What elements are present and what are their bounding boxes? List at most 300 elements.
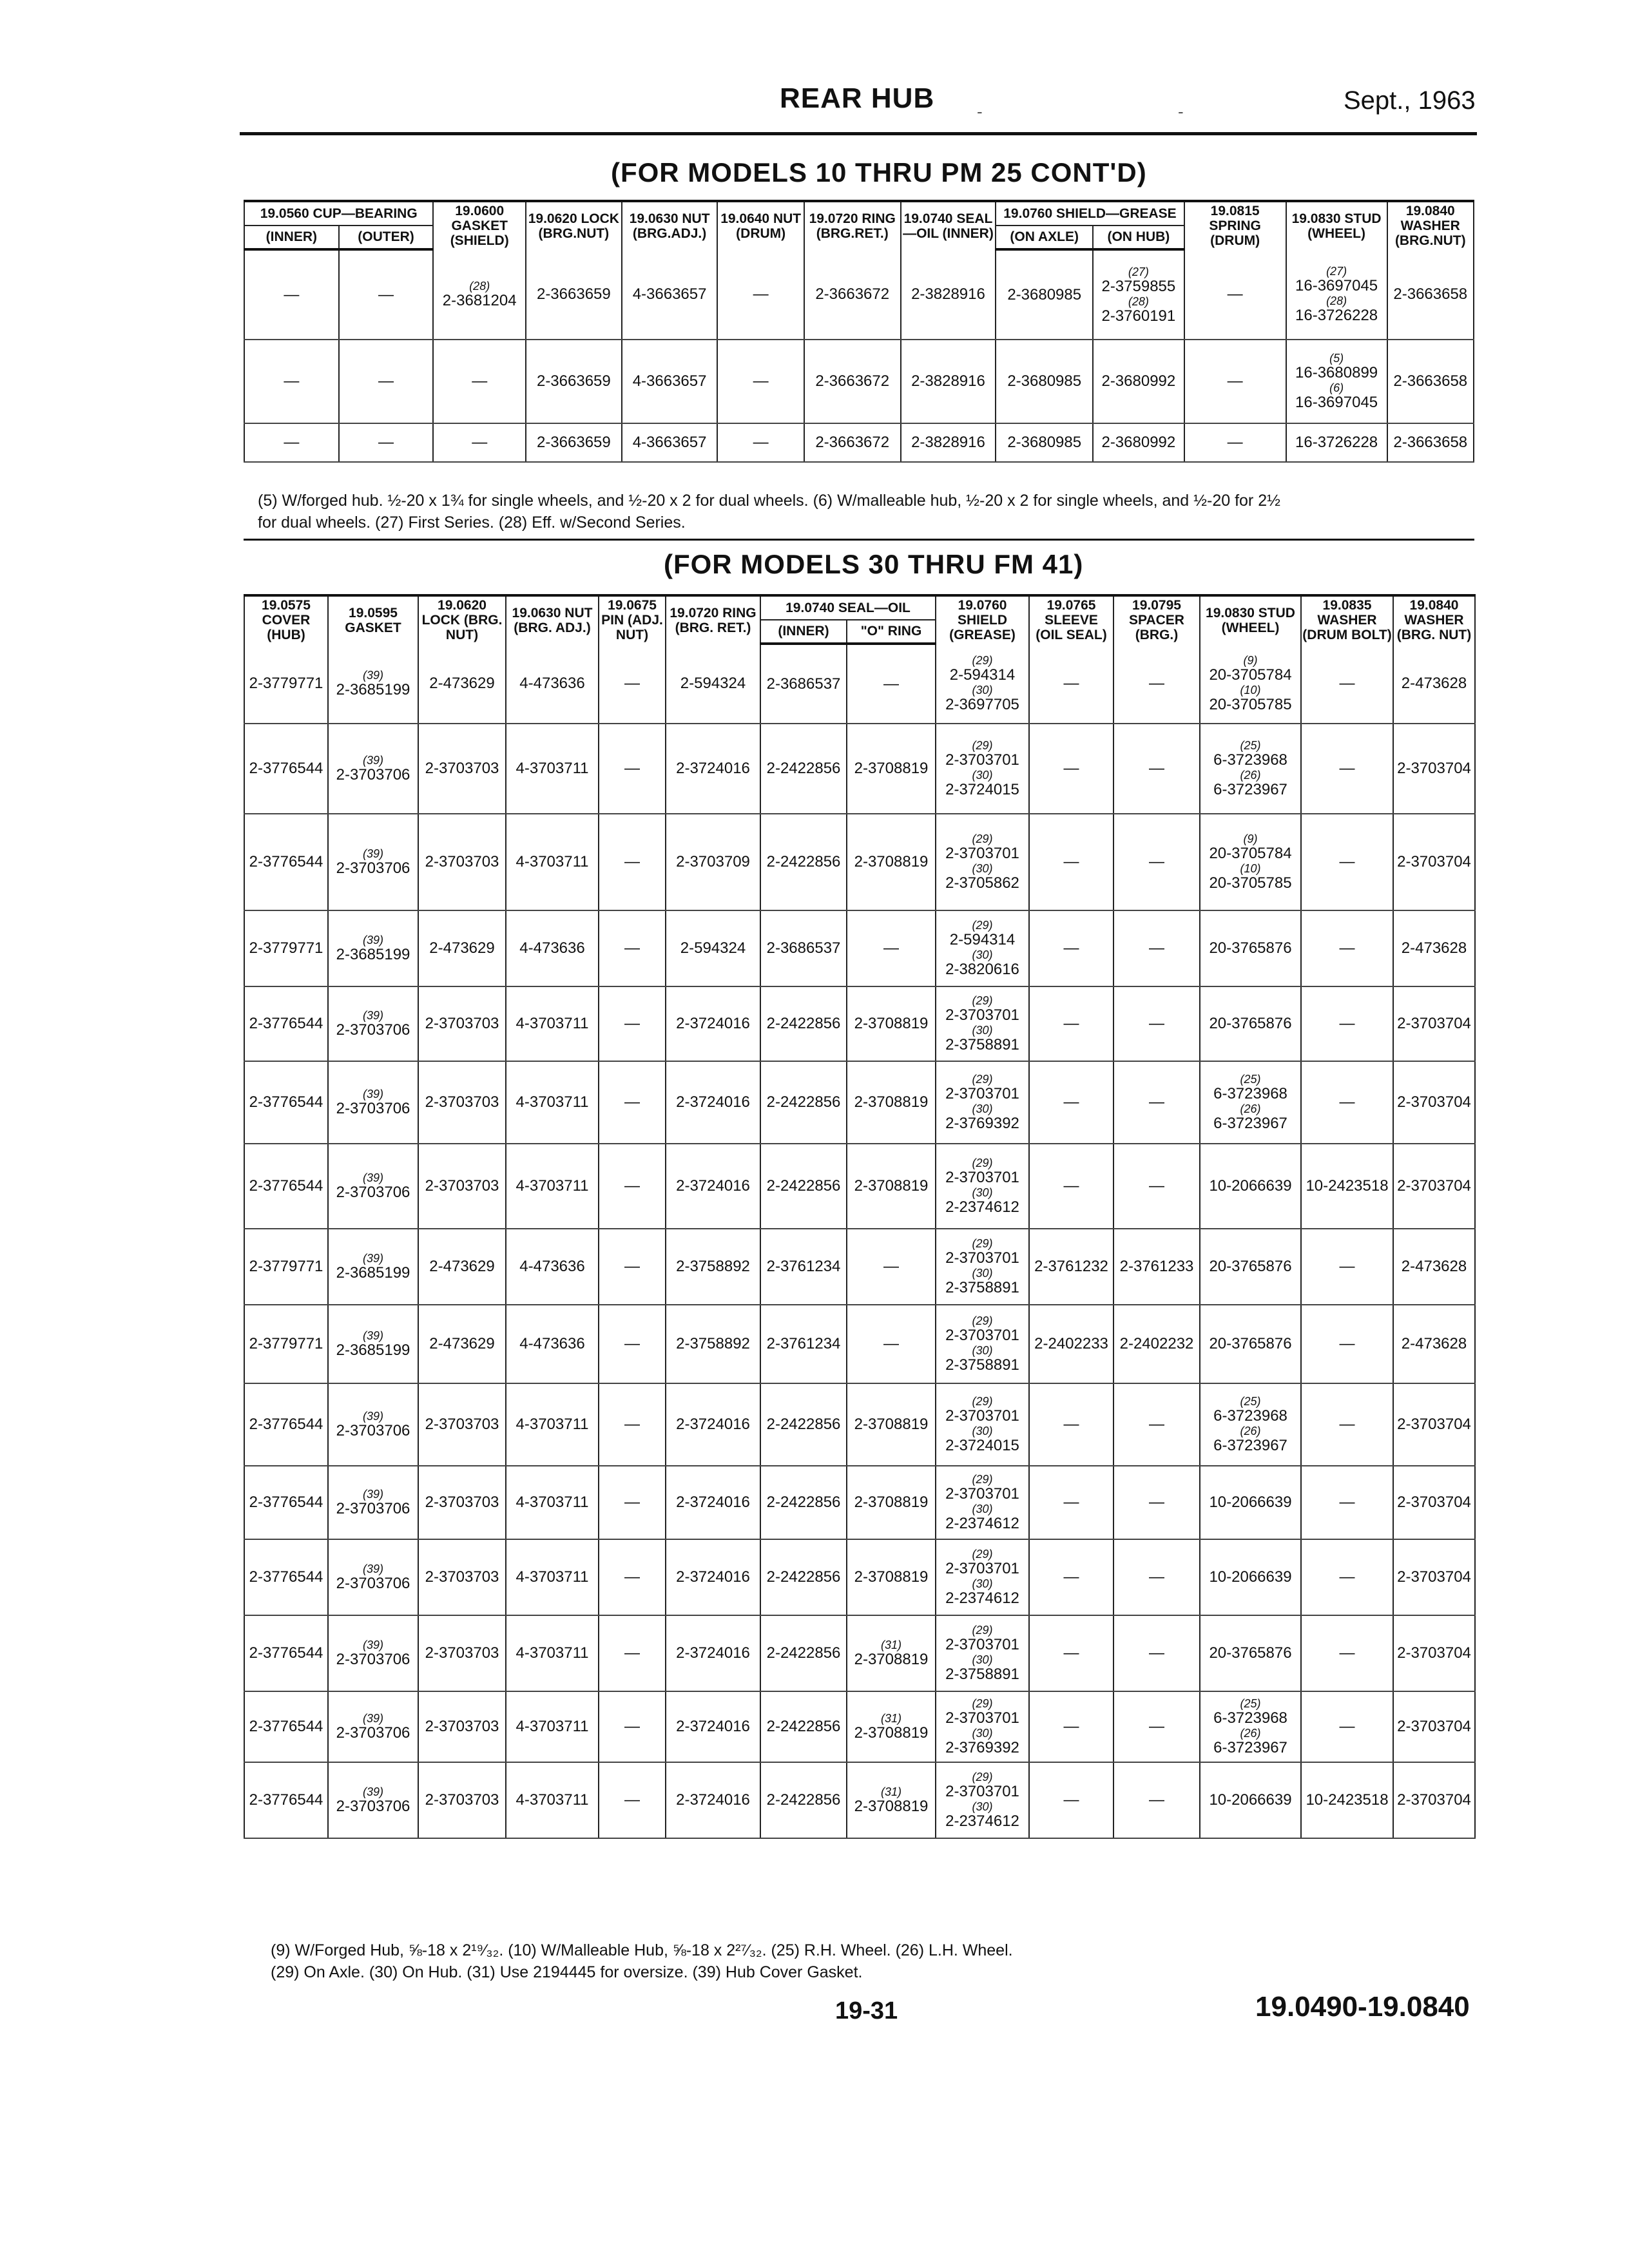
col-outer: (OUTER): [339, 226, 434, 250]
cell-nut-washer: 2-3703704: [1393, 1539, 1475, 1615]
cell-ring: 2-3724016: [666, 1466, 760, 1539]
cell-nut-washer: 2-473628: [1393, 644, 1475, 724]
cell-value: 20-3765876: [1209, 1644, 1292, 1662]
cell-nut: 4-473636: [506, 910, 599, 986]
cell-gasket: [328, 1229, 418, 1305]
footnote-ref: (29): [972, 1157, 993, 1169]
section2-notes-line2: (29) On Axle. (30) On Hub. (31) Use 2194445 for oversize. (39) Hub Cover Gasket.: [271, 1963, 863, 1981]
cell-value: 2-3703706: [336, 1184, 410, 1201]
cell-nut: 4-3703711: [506, 1539, 599, 1615]
cell-value: 10-2066639: [1209, 1494, 1292, 1511]
page-number: 19-31: [835, 1997, 898, 2024]
cell-cover: 2-3776544: [244, 1144, 328, 1229]
cell-value: 6-3723967: [1213, 1115, 1287, 1132]
cell-sleeve: —: [1029, 814, 1113, 910]
cell-lock: 2-473629: [418, 1229, 506, 1305]
cell-value: 20-3765876: [1209, 1015, 1292, 1032]
cell-value: 2-3703701: [945, 1485, 1019, 1503]
cell-ring: 2-594324: [666, 644, 760, 724]
cell-nut: 4-473636: [506, 1305, 599, 1383]
cell-nut: 4-473636: [506, 644, 599, 724]
footnote-ref: (5): [1329, 352, 1344, 365]
cell-value: 16-3726228: [1295, 306, 1378, 324]
footnote-ref: (39): [362, 1562, 383, 1575]
table-row: [244, 1305, 1475, 1383]
cell-shield: [936, 1762, 1029, 1838]
col-spring-drum: 19.0815 SPRING (DRUM): [1184, 201, 1286, 249]
col-pin-adj-nut: 19.0675 PIN (ADJ. NUT): [599, 595, 666, 644]
cell-stud: [1200, 1383, 1301, 1466]
cell-value: 2-3703706: [336, 1500, 410, 1517]
cell-value: 6-3723968: [1213, 1709, 1287, 1727]
cell-value: 2-3769392: [945, 1739, 1019, 1756]
cell-cover: 2-3776544: [244, 1615, 328, 1691]
cell-value: 2-3703701: [945, 1169, 1019, 1186]
cell-inner: 2-2422856: [760, 1539, 847, 1615]
cell-nut-adj: 4-3663657: [622, 423, 718, 462]
cell-cover: 2-3776544: [244, 1466, 328, 1539]
cell-ring: 2-3724016: [666, 724, 760, 814]
col-cup-bearing: 19.0560 CUP—BEARING: [244, 201, 433, 226]
footnote-ref: (27): [1326, 264, 1347, 278]
cell-sleeve: —: [1029, 724, 1113, 814]
footnote-ref: (9): [1243, 653, 1258, 667]
cell-gasket: [328, 910, 418, 986]
footnote-ref: (30): [972, 1503, 993, 1515]
cell-drum-washer: 10-2423518: [1301, 1762, 1393, 1838]
cell-pin: —: [599, 1305, 666, 1383]
cell-cover: 2-3776544: [244, 1762, 328, 1838]
cell-value: 2-3703701: [945, 1560, 1019, 1577]
cell-value: 10-2066639: [1209, 1568, 1292, 1586]
cell-value: 10-2066639: [1209, 1791, 1292, 1809]
cell-o-ring: [847, 1305, 936, 1383]
cell-spacer: —: [1113, 1615, 1200, 1691]
cell-stud: [1200, 1762, 1301, 1838]
cell-cover: 2-3779771: [244, 910, 328, 986]
cell-outer: —: [339, 340, 434, 423]
cell-value: 2-3697705: [945, 695, 1019, 713]
footnote-ref: (26): [1240, 1102, 1261, 1115]
cell-value: 20-3705784: [1209, 845, 1292, 862]
cell-value: 2-3703706: [336, 1724, 410, 1742]
cell-value: 2-3703706: [336, 1651, 410, 1668]
cell-ring: 2-3663672: [804, 340, 901, 423]
cell-lock: 2-3663659: [526, 340, 622, 423]
cell-value: 6-3723967: [1213, 781, 1287, 798]
cell-pin: —: [599, 1383, 666, 1466]
cell-o-ring: [847, 1539, 936, 1615]
cell-drum-washer: —: [1301, 724, 1393, 814]
footnote-ref: (28): [1326, 294, 1347, 307]
footnote-ref: (39): [362, 754, 383, 767]
cell-value: 2-3703706: [336, 1100, 410, 1117]
table-row: [244, 644, 1475, 724]
cell-nut: 4-3703711: [506, 1144, 599, 1229]
cell-value: 2-3703701: [945, 1085, 1019, 1102]
cell-gasket: [328, 1383, 418, 1466]
cell-stud: [1200, 1539, 1301, 1615]
col-ring-brg-ret: 19.0720 RING (BRG.RET.): [804, 201, 901, 249]
cell-on-hub: 2-3680992: [1093, 423, 1184, 462]
table-row: [244, 1691, 1475, 1762]
footnote-ref: (10): [1240, 683, 1261, 697]
cell-sleeve: 2-2402233: [1029, 1305, 1113, 1383]
cell-ring: 2-3724016: [666, 1762, 760, 1838]
cell-stud: [1200, 814, 1301, 910]
cell-value: 2-2374612: [945, 1812, 1019, 1830]
cell-value: 2-3703701: [945, 845, 1019, 862]
table-row: [244, 1762, 1475, 1838]
cell-value: 2-3708819: [854, 1798, 929, 1815]
cell-inner: 2-3686537: [760, 910, 847, 986]
cell-o-ring: [847, 1615, 936, 1691]
cell-o-ring: [847, 1466, 936, 1539]
cell-nut-washer: 2-3703704: [1393, 986, 1475, 1061]
footnote-ref: (29): [972, 739, 993, 752]
col-sleeve-oil-seal: 19.0765 SLEEVE (OIL SEAL): [1029, 595, 1113, 644]
code-range: 19.0490-19.0840: [1255, 1991, 1470, 2023]
section1-rule: [244, 539, 1474, 541]
section1-body: [244, 249, 1474, 462]
cell-value: 2-3703701: [945, 1006, 1019, 1024]
table-row: [244, 910, 1475, 986]
cell-nut-washer: 2-3703704: [1393, 1061, 1475, 1144]
cell-value: 20-3765876: [1209, 1335, 1292, 1352]
col-washer-brg-nut: 19.0840 WASHER (BRG.NUT): [1387, 201, 1474, 249]
cell-value: 2-3681204: [442, 291, 517, 309]
footnote-ref: (30): [972, 948, 993, 961]
cell-drum-washer: —: [1301, 1691, 1393, 1762]
cell-pin: —: [599, 1539, 666, 1615]
cell-stud: [1286, 340, 1387, 423]
cell-sleeve: —: [1029, 1615, 1113, 1691]
cell-lock: 2-3703703: [418, 1691, 506, 1762]
cell-stud: [1200, 1061, 1301, 1144]
cell-sleeve: —: [1029, 1762, 1113, 1838]
cell-ring: 2-3663672: [804, 249, 901, 340]
cell-lock: 2-3703703: [418, 1061, 506, 1144]
cell-sleeve: —: [1029, 1061, 1113, 1144]
cell-value: 2-2374612: [945, 1590, 1019, 1607]
footnote-ref: (30): [972, 1653, 993, 1666]
col-inner: (INNER): [760, 620, 847, 644]
page-date: Sept., 1963: [1344, 86, 1476, 115]
cell-inner: —: [244, 249, 339, 340]
footnote-ref: (29): [972, 653, 993, 667]
header-rule: [240, 132, 1477, 135]
cell-inner: 2-3686537: [760, 644, 847, 724]
table-row: [244, 1615, 1475, 1691]
cell-lock: 2-3703703: [418, 1144, 506, 1229]
footnote-ref: (30): [972, 1186, 993, 1199]
footnote-ref: (26): [1240, 769, 1261, 782]
footnote-ref: (29): [972, 1624, 993, 1637]
cell-sleeve: —: [1029, 910, 1113, 986]
cell-ring: 2-3724016: [666, 1061, 760, 1144]
cell-value: 2-3708819: [854, 1724, 929, 1742]
cell-gasket: [328, 986, 418, 1061]
col-on-hub: (ON HUB): [1093, 226, 1184, 250]
cell-o-ring: [847, 724, 936, 814]
footnote-ref: (39): [362, 847, 383, 860]
col-lock-brg-nut: 19.0620 LOCK (BRG. NUT): [418, 595, 506, 644]
footnote-ref: (6): [1329, 381, 1344, 394]
cell-inner: 2-2422856: [760, 724, 847, 814]
cell-shield: [936, 1615, 1029, 1691]
cell-pin: —: [599, 986, 666, 1061]
cell-value: 20-3765876: [1209, 1258, 1292, 1275]
cell-spacer: —: [1113, 1144, 1200, 1229]
cell-cover: 2-3776544: [244, 1539, 328, 1615]
footnote-ref: (30): [972, 1344, 993, 1357]
cell-cover: 2-3776544: [244, 986, 328, 1061]
cell-ring: 2-3758892: [666, 1305, 760, 1383]
table-row: [244, 814, 1475, 910]
cell-drum-washer: 10-2423518: [1301, 1144, 1393, 1229]
cell-nut: 4-3703711: [506, 814, 599, 910]
cell-value: 2-3708819: [854, 1015, 929, 1032]
cell-pin: —: [599, 814, 666, 910]
footnote-ref: (39): [362, 1088, 383, 1100]
cell-washer: 2-3663658: [1387, 423, 1474, 462]
col-nut-brg-adj: 19.0630 NUT (BRG. ADJ.): [506, 595, 599, 644]
col-nut-brg-adj: 19.0630 NUT (BRG.ADJ.): [622, 201, 718, 249]
footnote-ref: (39): [362, 1009, 383, 1022]
cell-drum-washer: —: [1301, 986, 1393, 1061]
cell-inner: 2-3761234: [760, 1305, 847, 1383]
cell-shield: [936, 644, 1029, 724]
cell-nut: 4-3703711: [506, 1061, 599, 1144]
cell-stud: 16-3726228: [1286, 423, 1387, 462]
section1-notes-line1: (5) W/forged hub. ½-20 x 1¾ for single wheels, and ½-20 x 2 for dual wheels. (6) W/malleable hub, ½-20 x 2 for single wheels, and ½-20 for 2½: [258, 492, 1280, 510]
footnote-ref: (29): [972, 1473, 993, 1486]
cell-drum-washer: —: [1301, 1466, 1393, 1539]
footnote-ref: (30): [972, 1102, 993, 1115]
table-row: [244, 724, 1475, 814]
cell-gasket: [328, 1061, 418, 1144]
cell-shield: [936, 1383, 1029, 1466]
cell-value: 2-2374612: [945, 1515, 1019, 1532]
cell-nut-washer: 2-3703704: [1393, 1762, 1475, 1838]
footnote-ref: (30): [972, 1425, 993, 1437]
cell-lock: 2-3703703: [418, 1762, 506, 1838]
cell-o-ring: [847, 1144, 936, 1229]
table-row: [244, 340, 1474, 423]
footnote-ref: (39): [362, 668, 383, 682]
footnote-ref: (28): [1128, 294, 1149, 308]
cell-seal: 2-3828916: [901, 249, 996, 340]
cell-stud: [1200, 1691, 1301, 1762]
cell-spacer: —: [1113, 1691, 1200, 1762]
cell-nut-washer: 2-3703704: [1393, 1691, 1475, 1762]
cell-lock: 2-473629: [418, 1305, 506, 1383]
table-row: [244, 1229, 1475, 1305]
footnote-ref: (25): [1240, 1073, 1261, 1086]
cell-nut-adj: 4-3663657: [622, 249, 718, 340]
cell-spacer: 2-3761233: [1113, 1229, 1200, 1305]
footnote-ref: (9): [1243, 832, 1258, 845]
cell-nut-washer: 2-3703704: [1393, 1466, 1475, 1539]
cell-value: 2-3703701: [945, 1709, 1019, 1727]
cell-on-axle: 2-3680985: [996, 249, 1093, 340]
cell-spacer: —: [1113, 644, 1200, 724]
cell-cover: 2-3779771: [244, 1229, 328, 1305]
footnote-ref: (30): [972, 769, 993, 782]
cell-outer: —: [339, 249, 434, 340]
cell-value: 2-2374612: [945, 1198, 1019, 1216]
cell-value: 6-3723968: [1213, 751, 1287, 769]
cell-on-hub: 2-3680992: [1093, 340, 1184, 423]
footnote-ref: (30): [972, 683, 993, 697]
cell-nut: 4-3703711: [506, 1466, 599, 1539]
cell-pin: —: [599, 1762, 666, 1838]
cell-value: 2-3703706: [336, 1021, 410, 1039]
cell-shield: [936, 1305, 1029, 1383]
cell-sleeve: —: [1029, 986, 1113, 1061]
footnote-ref: (25): [1240, 1395, 1261, 1408]
cell-value: 2-3703706: [336, 860, 410, 877]
cell-inner: 2-3761234: [760, 1229, 847, 1305]
footnote-ref: (29): [972, 1548, 993, 1561]
cell-sleeve: —: [1029, 1691, 1113, 1762]
cell-gasket: —: [433, 340, 526, 423]
cell-value: 2-3708819: [854, 1416, 929, 1433]
cell-gasket: [328, 1691, 418, 1762]
section1-table: [244, 200, 1474, 463]
cell-drum-washer: —: [1301, 1229, 1393, 1305]
cell-nut-adj: 4-3663657: [622, 340, 718, 423]
cell-value: 2-3703706: [336, 1798, 410, 1815]
cell-cover: 2-3776544: [244, 1061, 328, 1144]
cell-value: 2-3708819: [854, 1494, 929, 1511]
cell-spacer: —: [1113, 1762, 1200, 1838]
footnote-ref: (26): [1240, 1425, 1261, 1437]
cell-stud: [1200, 910, 1301, 986]
cell-lock: 2-3703703: [418, 814, 506, 910]
cell-value: 10-2066639: [1209, 1177, 1292, 1195]
cell-shield: [936, 1466, 1029, 1539]
col-spacer-brg: 19.0795 SPACER (BRG.): [1113, 595, 1200, 644]
cell-sleeve: —: [1029, 1539, 1113, 1615]
cell-spring: —: [1184, 340, 1286, 423]
footnote-ref: (29): [972, 1697, 993, 1710]
footnote-ref: (30): [972, 1577, 993, 1590]
cell-value: 2-3758891: [945, 1356, 1019, 1374]
cell-ring: 2-3724016: [666, 1691, 760, 1762]
cell-nut-washer: 2-473628: [1393, 1229, 1475, 1305]
section1-notes-line2: for dual wheels. (27) First Series. (28) Eff. w/Second Series.: [258, 514, 686, 532]
cell-ring: 2-3663672: [804, 423, 901, 462]
cell-cover: 2-3776544: [244, 724, 328, 814]
cell-nut: 4-473636: [506, 1229, 599, 1305]
footnote-ref: (39): [362, 1329, 383, 1342]
cell-value: 2-3703701: [945, 1407, 1019, 1425]
section1-heading: (FOR MODELS 10 THRU PM 25 CONT'D): [611, 157, 1147, 187]
table-row: [244, 1539, 1475, 1615]
footnote-ref: (25): [1240, 1697, 1261, 1710]
footnote-ref: (29): [972, 1237, 993, 1250]
cell-stud: [1286, 249, 1387, 340]
col-shield-grease: 19.0760 SHIELD (GREASE): [936, 595, 1029, 644]
cell-value: 2-3758891: [945, 1036, 1019, 1053]
cell-inner: —: [244, 340, 339, 423]
cell-value: 2-3708819: [854, 1093, 929, 1111]
cell-inner: 2-2422856: [760, 1061, 847, 1144]
cell-value: 2-3703701: [945, 1249, 1019, 1267]
col-inner: (INNER): [244, 226, 339, 250]
cell-value: 2-3758891: [945, 1666, 1019, 1683]
cell-inner: 2-2422856: [760, 814, 847, 910]
cell-nut: 4-3703711: [506, 1691, 599, 1762]
cell-gasket: [433, 249, 526, 340]
cell-drum-washer: —: [1301, 910, 1393, 986]
cell-pin: —: [599, 1144, 666, 1229]
col-gasket: 19.0595 GASKET: [328, 595, 418, 644]
cell-inner: 2-2422856: [760, 1383, 847, 1466]
cell-ring: 2-3724016: [666, 986, 760, 1061]
cell-shield: [936, 1061, 1029, 1144]
cell-value: 2-3708819: [854, 1177, 929, 1195]
cell-shield: [936, 724, 1029, 814]
col-washer-brg-nut: 19.0840 WASHER (BRG. NUT): [1393, 595, 1475, 644]
cell-pin: —: [599, 1691, 666, 1762]
cell-o-ring: [847, 1691, 936, 1762]
cell-o-ring: [847, 814, 936, 910]
cell-value: 20-3705784: [1209, 666, 1292, 684]
cell-lock: 2-3703703: [418, 1466, 506, 1539]
footnote-ref: (39): [362, 1712, 383, 1725]
cell-value: 20-3705785: [1209, 695, 1292, 713]
cell-value: 6-3723967: [1213, 1739, 1287, 1756]
cell-ring: 2-594324: [666, 910, 760, 986]
cell-lock: 2-3663659: [526, 249, 622, 340]
cell-lock: 2-473629: [418, 910, 506, 986]
cell-value: 2-3685199: [336, 1264, 410, 1282]
cell-inner: 2-2422856: [760, 1615, 847, 1691]
cell-gasket: [328, 1466, 418, 1539]
cell-inner: 2-2422856: [760, 1691, 847, 1762]
cell-value: 20-3705785: [1209, 874, 1292, 892]
footnote-ref: (30): [972, 1800, 993, 1813]
col-gasket-shield: 19.0600 GASKET (SHIELD): [433, 201, 526, 249]
cell-pin: —: [599, 1466, 666, 1539]
cell-nut: 4-3703711: [506, 1762, 599, 1838]
cell-value: 2-3758891: [945, 1279, 1019, 1296]
cell-shield: [936, 910, 1029, 986]
cell-spacer: —: [1113, 910, 1200, 986]
cell-pin: —: [599, 1229, 666, 1305]
cell-nut-washer: 2-3703704: [1393, 814, 1475, 910]
cell-spacer: —: [1113, 1383, 1200, 1466]
cell-shield: [936, 814, 1029, 910]
cell-stud: [1200, 724, 1301, 814]
cell-lock: 2-473629: [418, 644, 506, 724]
footnote-ref: (39): [362, 1410, 383, 1423]
cell-inner: —: [244, 423, 339, 462]
cell-value: 2-3703706: [336, 766, 410, 783]
cell-pin: —: [599, 1615, 666, 1691]
cell-pin: —: [599, 644, 666, 724]
col-shield-grease: 19.0760 SHIELD—GREASE: [996, 201, 1184, 226]
cell-lock: 2-3663659: [526, 423, 622, 462]
cell-washer: 2-3663658: [1387, 249, 1474, 340]
cell-nut-washer: 2-3703704: [1393, 724, 1475, 814]
cell-ring: 2-3724016: [666, 1144, 760, 1229]
cell-value: 2-594314: [949, 931, 1016, 948]
cell-value: 2-3724015: [945, 781, 1019, 798]
cell-spacer: 2-2402232: [1113, 1305, 1200, 1383]
